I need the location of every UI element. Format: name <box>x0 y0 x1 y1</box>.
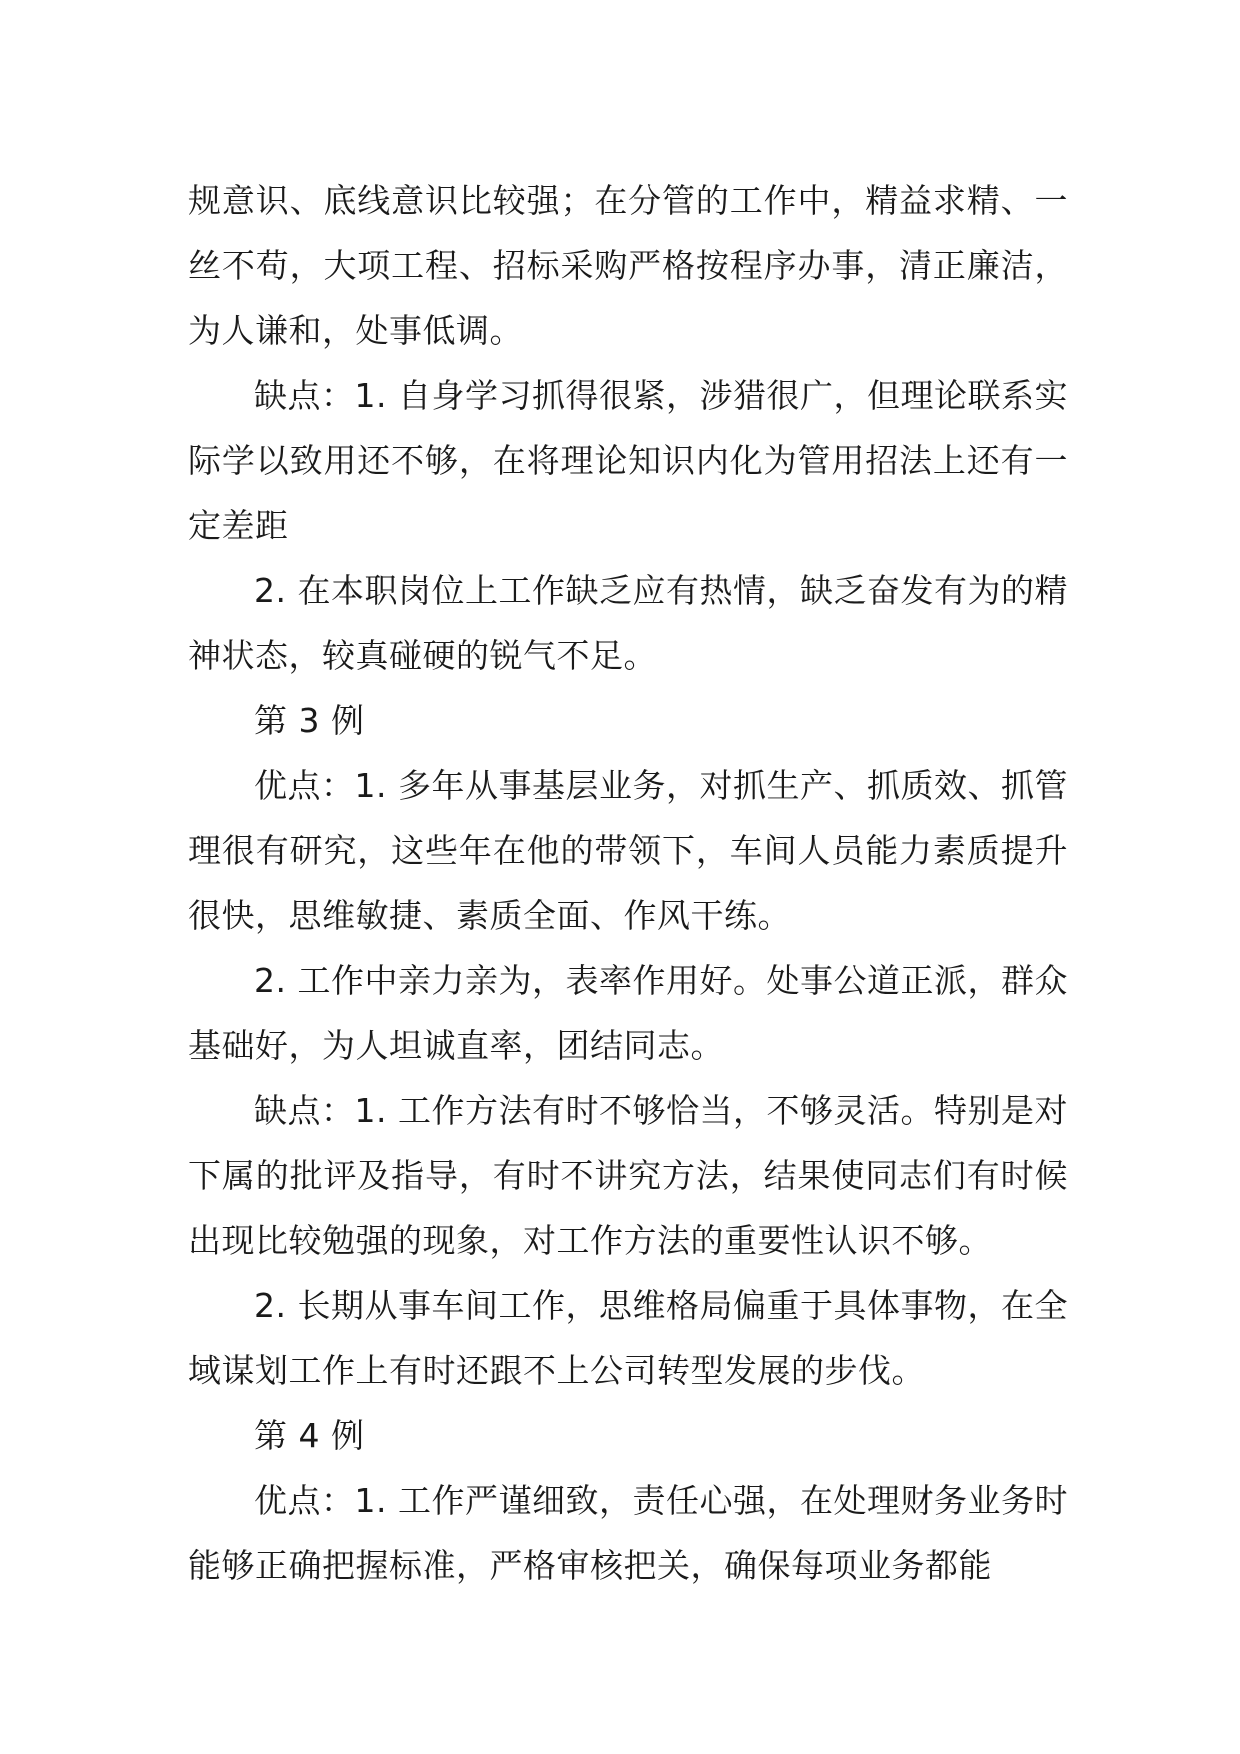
paragraph-5: 2. 工作中亲力亲为，表率作用好。处事公道正派，群众基础好，为人坦诚直率，团结同志。 <box>188 961 1068 1065</box>
paragraph-9: 优点：1. 工作严谨细致，责任心强，在处理财务业务时能够正确把握标准，严格审核把关，确保每项业务都能 <box>188 1481 1068 1585</box>
section-heading-example-3: 第 3 例 <box>254 701 365 740</box>
paragraph-1: 缺点：1. 自身学习抓得很紧，涉猎很广，但理论联系实际学以致用还不够，在将理论知识内化为管用招法上还有一定差距 <box>188 376 1068 545</box>
paragraph-4: 优点：1. 多年从事基层业务，对抓生产、抓质效、抓管理很有研究，这些年在他的带领下，车间人员能力素质提升很快，思维敏捷、素质全面、作风干练。 <box>188 766 1068 935</box>
paragraph-0: 规意识、底线意识比较强；在分管的工作中，精益求精、一丝不苟，大项工程、招标采购严格按程序办事，清正廉洁，为人谦和，处事低调。 <box>188 181 1068 350</box>
paragraph-2: 2. 在本职岗位上工作缺乏应有热情，缺乏奋发有为的精神状态，较真碰硬的锐气不足。 <box>188 571 1068 675</box>
section-heading-example-4: 第 4 例 <box>254 1416 365 1455</box>
paragraph-6: 缺点：1. 工作方法有时不够恰当，不够灵活。特别是对下属的批评及指导，有时不讲究方法，结果使同志们有时候出现比较勉强的现象，对工作方法的重要性认识不够。 <box>188 1091 1068 1260</box>
paragraph-7: 2. 长期从事车间工作，思维格局偏重于具体事物，在全域谋划工作上有时还跟不上公司转型发展的步伐。 <box>188 1286 1068 1390</box>
document-body <box>188 168 1068 1598</box>
